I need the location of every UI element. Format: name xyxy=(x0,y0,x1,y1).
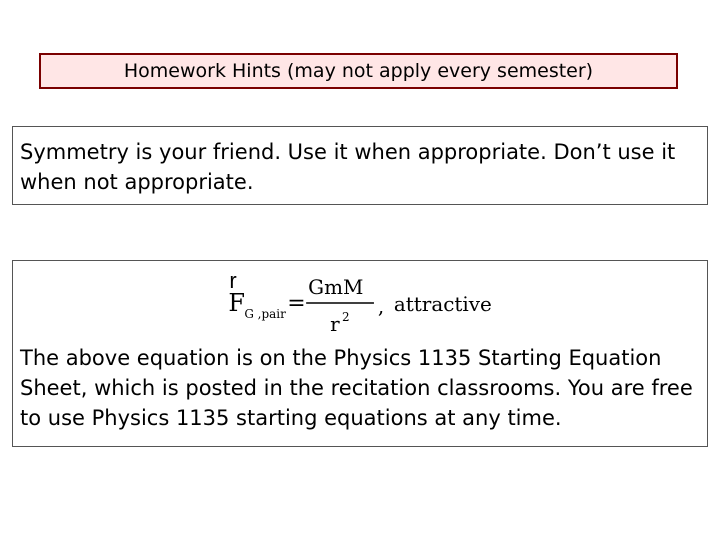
hint-box-symmetry xyxy=(12,126,708,205)
hint-box-equation xyxy=(12,260,708,447)
eq-qualifier: attractive xyxy=(393,291,492,316)
hint-equation-text: The above equation is on the Physics 1135 Starting Equation Sheet, which is posted in the recitation classrooms. You are free to use Physics 1135 starting equations at any time. xyxy=(20,346,693,430)
eq-comma: , xyxy=(377,293,385,318)
slide-title: Homework Hints (may not apply every semester) xyxy=(123,60,594,82)
eq-force-subscript: G ,pair xyxy=(244,306,286,321)
eq-numerator: GmM xyxy=(308,275,364,300)
eq-denominator: r xyxy=(330,311,340,336)
eq-equals: = xyxy=(287,290,306,316)
hint-symmetry-text: Symmetry is your friend. Use it when appropriate. Don’t use it when not appropriate. xyxy=(20,140,676,194)
slide-title-box xyxy=(39,53,678,89)
gravitation-equation xyxy=(13,261,707,341)
eq-force-symbol: F xyxy=(228,288,245,317)
eq-vector-r: r xyxy=(229,268,237,294)
eq-denominator-exponent: 2 xyxy=(342,309,350,324)
